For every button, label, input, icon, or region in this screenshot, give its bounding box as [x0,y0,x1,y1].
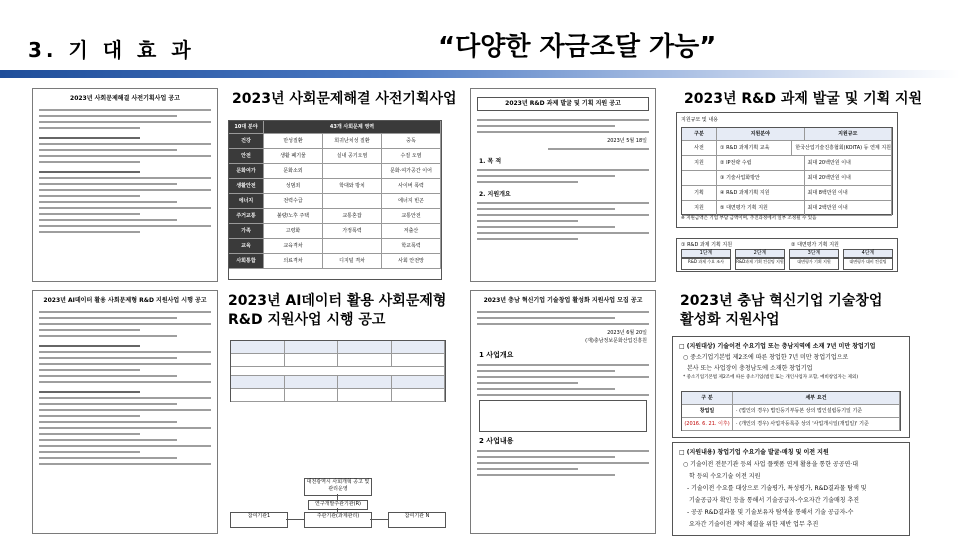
eligibility-text: ○ 중소기업기본법 제2조에 따른 창업한 7년 미만 창업기업으로 [683,354,849,361]
table-cell: 만성질환 [264,134,323,149]
text-line [39,213,140,215]
text-line [477,214,649,216]
support-text: ○ 기술이전 전문기관 등의 사업 플랫폼 연계 활용을 통한 공공연·대 [683,461,859,468]
flow-box: 연구개발주관기관(R) [308,500,368,510]
table-cell: 최대 20백만원 이내 [805,156,893,171]
label-chungnam-line2: 활성화 지원사업 [680,312,780,328]
doc-social-announcement [32,88,218,282]
text-line [39,323,211,325]
table-cell: 사전 [682,141,717,156]
table-row [682,201,892,216]
text-line [39,189,211,191]
doc-title: 2023년 AI데이터 활용 사회문제형 R&D 지원사업 시행 공고 [43,297,207,304]
table-cell: 기획 [682,186,717,201]
text-line [39,115,177,117]
table-cell: 교육격차 [264,239,323,254]
text-line [39,219,177,221]
flow-step: 3단계 [789,249,839,258]
text-line [477,323,649,325]
category-cell: 안전 [229,149,264,164]
text-line [39,409,211,411]
table-cell: 디지털 격차 [323,254,382,269]
table-cell: 최대 8백만원 이내 [805,186,893,201]
text-line [477,468,578,470]
table-cell: 전력수급 [264,194,323,209]
table-cell: 고령화 [264,224,323,239]
category-cell: 에너지 [229,194,264,209]
table-cell: 성범죄 [264,179,323,194]
table-header-cell: 10대 분야 [229,121,264,134]
table-header-cell: 43개 사회문제 영역 [264,121,441,134]
table-cell [323,194,382,209]
table-cell: · (개인의 경우) 사업자등록증 상의 '사업개시일(개업일)' 기준 [733,418,900,431]
text-line [477,450,649,452]
table-cell: 의료격차 [264,254,323,269]
table-row [229,179,441,194]
table-cell: 최대 20백만원 이내 [805,171,893,186]
table-cell: 사이버 폭력 [382,179,441,194]
text-line [477,462,649,464]
doc-title: 2023년 충남 혁신기업 기술창업 활성화 지원사업 모집 공고 [483,297,643,304]
text-line [477,226,615,228]
table-header-cell: 구 분 [682,392,733,405]
text-line [477,208,615,210]
table-cell: ③ 기술사업화방안 [717,171,805,186]
text-line [477,220,578,222]
text-line [39,463,211,465]
category-cell: 가족 [229,224,264,239]
table-cell: 지원 [682,201,717,216]
table-row [231,389,445,402]
table-cell: 불량/노후 주택 [264,209,323,224]
table-header [682,128,892,141]
text-line [477,311,649,313]
support-text: - 기술이전 수요를 대상으로 기술평가, 특성평가, R&D결과물 탐색 및 [687,485,867,492]
text-line [39,177,211,179]
rnd-support-table [681,127,893,215]
table-cell: (2016. 6. 21. 이후) [682,418,733,431]
category-cell: 교육 [229,239,264,254]
flow-box: 참여기관1 [230,512,288,528]
text-line [39,171,140,173]
text-line [39,445,211,447]
table-cell: 창업일 [682,405,733,418]
table-cell: 교통혼잡 [323,209,382,224]
text-line [477,181,578,183]
doc-title: 2023년 사회문제해결 사전기획사업 공고 [70,95,180,102]
text-line [39,391,140,393]
doc-org: (재)충남정보문화산업진흥원 [585,338,647,344]
table-row [229,134,441,149]
text-line [39,439,177,441]
table-cell: 학대와 방치 [323,179,382,194]
text-line [39,457,177,459]
label-ai-data-line2: R&D 지원사업 시행 공고 [228,312,386,328]
text-line [39,345,140,347]
text-line [477,394,649,396]
flow-box: R&D 과제 수요 조사 [681,258,731,270]
text-line [39,381,211,383]
table-cell: 학교폭력 [382,239,441,254]
table-cell: 실내 공기오염 [323,149,382,164]
text-line [39,149,177,151]
text-line [39,183,177,185]
table-cell [323,239,382,254]
table-row [229,149,441,164]
table-row [682,418,900,431]
flow-step: 4단계 [843,249,893,258]
table-cell: 최대 2백만원 이내 [805,201,893,216]
text-line [39,155,211,157]
category-cell: 주거교통 [229,209,264,224]
table-cell: 저출산 [382,224,441,239]
table-cell: 문화소외 [264,164,323,179]
table-header-cell: 지원규모 [805,128,893,141]
support-text: 학 등의 수요기술 이전 지원 [689,473,761,480]
table-row [231,354,445,367]
eligibility-table [681,391,901,431]
table-cell: ⑤ 대면평가 기획 지원 [717,201,805,216]
text-line [477,238,578,240]
doc-date: 2023년 5월 18일 [607,138,647,144]
category-cell: 사회통합 [229,254,264,269]
text-line [477,169,649,171]
text-line [39,357,177,359]
table-header-cell: 세부 요건 [733,392,900,405]
table-cell: · (법인의 경우) 법인등기부등본 상의 법인설립등기일 기준 [733,405,900,418]
label-chungnam-line1: 2023년 충남 혁신기업 기술창업 [680,293,883,309]
category-cell: 문화여가 [229,164,264,179]
connector [370,519,388,520]
table-row [682,171,892,186]
text-line [39,201,177,203]
text-line [477,131,649,133]
text-line [39,137,140,139]
table-header-cell: 지원분야 [717,128,805,141]
text-line [39,397,211,399]
text-line [39,421,177,423]
section-heading: 1. 목 적 [479,158,502,165]
label-social-preplanning: 2023년 사회문제해결 사전기획사업 [232,91,457,107]
text-line [39,369,140,371]
table-cell: 가정폭력 [323,224,382,239]
flow-caption: ② 대면평가 기획 지원 [791,242,839,248]
table-cell: ① R&D 과제기획 교육 [717,141,792,156]
table-header [682,392,900,405]
text-line [39,127,140,129]
text-line [39,351,211,353]
support-text: 요자간 기술이전 계약 체결을 위한 제반 업무 추진 [689,521,819,528]
text-line [477,474,615,476]
text-line [39,451,140,453]
text-line [39,311,211,313]
ai-data-org-chart [228,340,446,532]
text-line [39,109,211,111]
doc-title: 2023년 R&D 과제 발굴 및 기획 지원 공고 [477,97,649,111]
table-cell: 사회 안전망 [382,254,441,269]
table-cell: 문화·여가공간 이어 [382,164,441,179]
doc-table [479,400,647,432]
table-cell: 교통안전 [382,209,441,224]
category-cell: 생활안전 [229,179,264,194]
flow-box: 대면평가 대비 컨설팅 [843,258,893,270]
section-heading: 1 사업개요 [479,351,514,359]
flow-box: 주관기관(과제관리) [304,512,372,528]
text-line [39,195,140,197]
table-cell: 생활 폐기물 [264,149,323,164]
social-issues-table [228,120,442,280]
table-cell: 에너지 빈곤 [382,194,441,209]
text-line [39,329,140,331]
text-line [477,382,578,384]
table-header-cell: 구분 [682,128,717,141]
support-heading: □ (지원내용) 창업기업 수요기술 발굴·매칭 및 이전 지원 [679,449,829,456]
table-cell: 중독 [382,134,441,149]
table-note: ※ 지원금액은 기업 부담 금액이며, 추진과정에서 일부 조정될 수 있음 [681,216,817,221]
table-cell: ② IP전략 수립 [717,156,805,171]
text-line [477,370,615,372]
text-line [39,121,211,123]
text-line [39,335,177,337]
table-row [682,186,892,201]
table-cell: 지원 [682,156,717,171]
table-row [229,164,441,179]
category-cell: 건강 [229,134,264,149]
table-cell: 수질 오염 [382,149,441,164]
text-line [477,317,615,319]
doc-ai-data-announcement [32,290,218,534]
table-row [229,194,441,209]
flow-box: 대전광역시 사회개혁 공고 및 관리운영 [304,478,372,496]
text-line [39,375,177,377]
text-line [477,119,649,121]
text-line [39,317,177,319]
text-line [477,202,649,204]
accent-bar [0,70,960,78]
flow-box: 대면평가 기획 지원 [789,258,839,270]
table-row [682,141,892,156]
table-row [231,376,445,389]
text-line [39,225,211,227]
table-cell [323,164,382,179]
table-row [229,254,441,269]
text-line [477,175,615,177]
text-line [39,207,211,209]
eligibility-note: * 중소기업기본법 제2조에 따른 중소기업(법인 또는 개인사업자 포함, 예비창업자는 제외) [683,375,859,380]
text-line [477,388,615,390]
table-row [229,209,441,224]
rnd-support-table-panel [676,112,898,228]
flow-caption: ① R&D 과제 기획 지원 [681,242,733,248]
section-heading: 2 사업내용 [479,437,514,445]
rnd-process-flow [676,238,898,272]
text-line [39,143,211,145]
text-line [477,376,649,378]
table-row [682,156,892,171]
text-line [477,456,615,458]
table-cell [682,171,717,186]
doc-rnd-announcement [470,88,656,282]
support-content-panel [672,442,910,536]
eligibility-text: 본사 또는 사업장이 충청남도에 소재한 창업기업 [687,365,813,372]
text-line [39,427,211,429]
text-line [477,232,649,234]
table-row [682,405,900,418]
text-line [548,148,649,150]
label-rnd-planning: 2023년 R&D 과제 발굴 및 기획 지원 [684,91,923,107]
table-row [231,341,445,354]
support-text: - 공공 R&D결과물 및 기술보유자 탐색을 통해서 기술 공급자-수 [687,509,854,516]
flow-step: 2단계 [735,249,785,258]
table-header [229,121,441,134]
doc-chungnam-announcement [470,290,656,534]
text-line [477,125,615,127]
connector [286,519,304,520]
table-row [229,239,441,254]
flow-box: 참여기관 N [388,512,446,528]
table-caption: 지원규모 및 내용 [681,117,718,123]
text-line [39,403,177,405]
text-line [477,364,649,366]
text-line [39,415,140,417]
table-row [229,224,441,239]
table-cell: 한국산업기술진흥협회(KOITA) 등 연계 지원 [792,141,892,156]
flow-step: 1단계 [681,249,731,258]
text-line [39,363,211,365]
section-heading: 2. 지원개요 [479,191,511,198]
text-line [39,433,140,435]
eligibility-panel [672,336,910,438]
eligibility-heading: □ (지원대상) 기술이전 수요기업 또는 충남지역에 소재 7년 미만 창업기업 [679,343,876,350]
text-line [39,161,140,163]
table-cell: ④ R&D 과제기획 지원 [717,186,805,201]
text-line [39,231,140,233]
flow-box: R&D과제 기획 컨설팅 지원 [735,258,785,270]
headline: “다양한 자금조달 가능” [438,32,717,62]
table-row [231,367,445,376]
ai-data-table [230,340,446,402]
table-cell: 희귀난치성 질환 [323,134,382,149]
section-title: 3. 기 대 효 과 [28,38,195,62]
support-text: 기술공급자 확인 등을 통해서 기술공급자-수요자간 기술매칭 추진 [689,497,860,504]
doc-date: 2023년 6월 20일 [607,330,647,336]
label-ai-data-line1: 2023년 AI데이터 활용 사회문제형 [228,293,447,309]
